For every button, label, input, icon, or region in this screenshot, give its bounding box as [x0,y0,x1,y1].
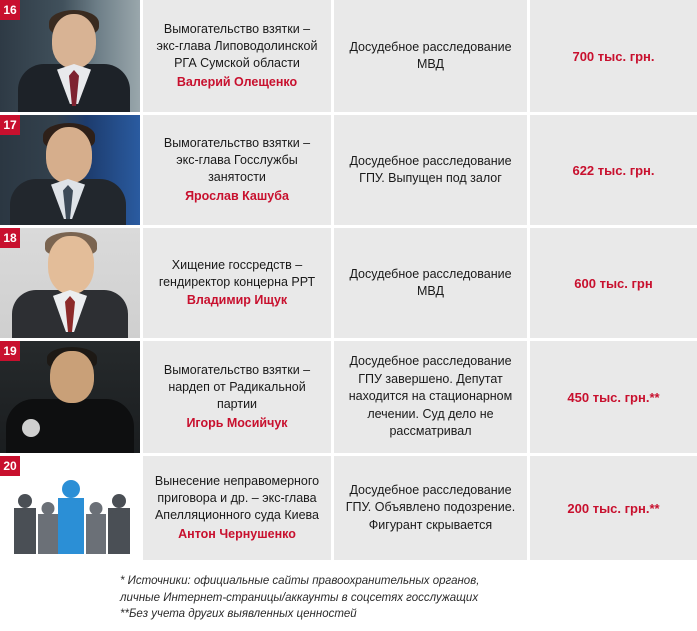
group-of-people-icon [0,456,140,560]
row-description-cell [140,456,334,560]
description-text: Вынесение неправомерного приговора и др. – экс-глава Апелляционного суда Киева Антон Чернушенко [154,474,320,541]
row-photo-cell [0,456,140,560]
table-row [0,456,697,563]
description-text: Хищение госсредств – гендиректор концерна РРТ Владимир Ищук [153,257,321,310]
description-text: Вымогательство взятки – экс-глава Липоводолинской РГА Сумской области Валерий Олещенко [153,21,321,91]
portrait-photo [0,115,140,225]
description-text: Вымогательство взятки – нардеп от Радикальной партии Игорь Мосийчук [153,362,321,432]
person-name: Игорь Мосийчук [186,415,288,430]
portrait-photo [0,0,140,112]
amount-text: 700 тыс. грн. [572,48,655,64]
row-description-cell [140,115,334,225]
row-amount-cell [530,456,697,560]
row-amount-cell [530,228,697,338]
footnote-line-2: личные Интернет-страницы/аккаунты в соцсетях госслужащих [120,591,479,604]
status-text: Досудебное расследование ГПУ. Объявлено подозрение. Фигурант скрывается [345,482,516,532]
status-text: Досудебное расследование ГПУ. Выпущен под залог [349,153,512,185]
row-description-cell [140,228,334,338]
row-status-cell [334,456,530,560]
row-status-cell [334,115,530,225]
status-text: Досудебное расследование ГПУ завершено. Депутат находится на стационарном лечении. Суд дело не рассматривал [348,354,513,439]
status-text: Досудебное расследование МВД [349,39,512,71]
table-row [0,228,697,341]
row-photo-cell [0,228,140,338]
status-text: Досудебное расследование МВД [349,266,512,298]
row-description-cell [140,0,334,112]
amount-text: 622 тыс. грн. [572,162,655,178]
row-amount-cell [530,0,697,112]
row-number-badge: 20 [0,456,20,476]
row-photo-cell [0,0,140,112]
row-status-cell [334,0,530,112]
row-amount-cell [530,341,697,453]
row-status-cell [334,341,530,453]
portrait-photo [0,228,140,338]
table-row [0,115,697,228]
description-text: Вымогательство взятки – экс-глава Госслужбы занятости Ярослав Кашуба [153,135,321,205]
row-number-badge: 19 [0,341,20,361]
table-row [0,341,697,456]
row-description-cell [140,341,334,453]
row-number-badge: 17 [0,115,20,135]
amount-text: 600 тыс. грн [574,275,653,291]
row-photo-cell [0,341,140,453]
person-name: Ярослав Кашуба [185,188,289,203]
footnote-line-1: * Источники: официальные сайты правоохранительных органов, [120,575,480,587]
person-name: Валерий Олещенко [176,74,298,89]
footnote-line-3: **Без учета других выявленных ценностей [120,608,357,621]
row-status-cell [334,228,530,338]
amount-text: 200 тыс. грн.** [567,500,660,516]
row-photo-cell [0,115,140,225]
person-name: Владимир Ищук [186,293,288,308]
row-number-badge: 18 [0,228,20,248]
amount-text: 450 тыс. грн.** [567,389,660,405]
table-row [0,0,697,115]
row-amount-cell [530,115,697,225]
footnotes [0,563,697,631]
portrait-photo [0,341,140,453]
row-number-badge: 16 [0,0,20,20]
person-name: Антон Чернушенко [178,526,296,541]
